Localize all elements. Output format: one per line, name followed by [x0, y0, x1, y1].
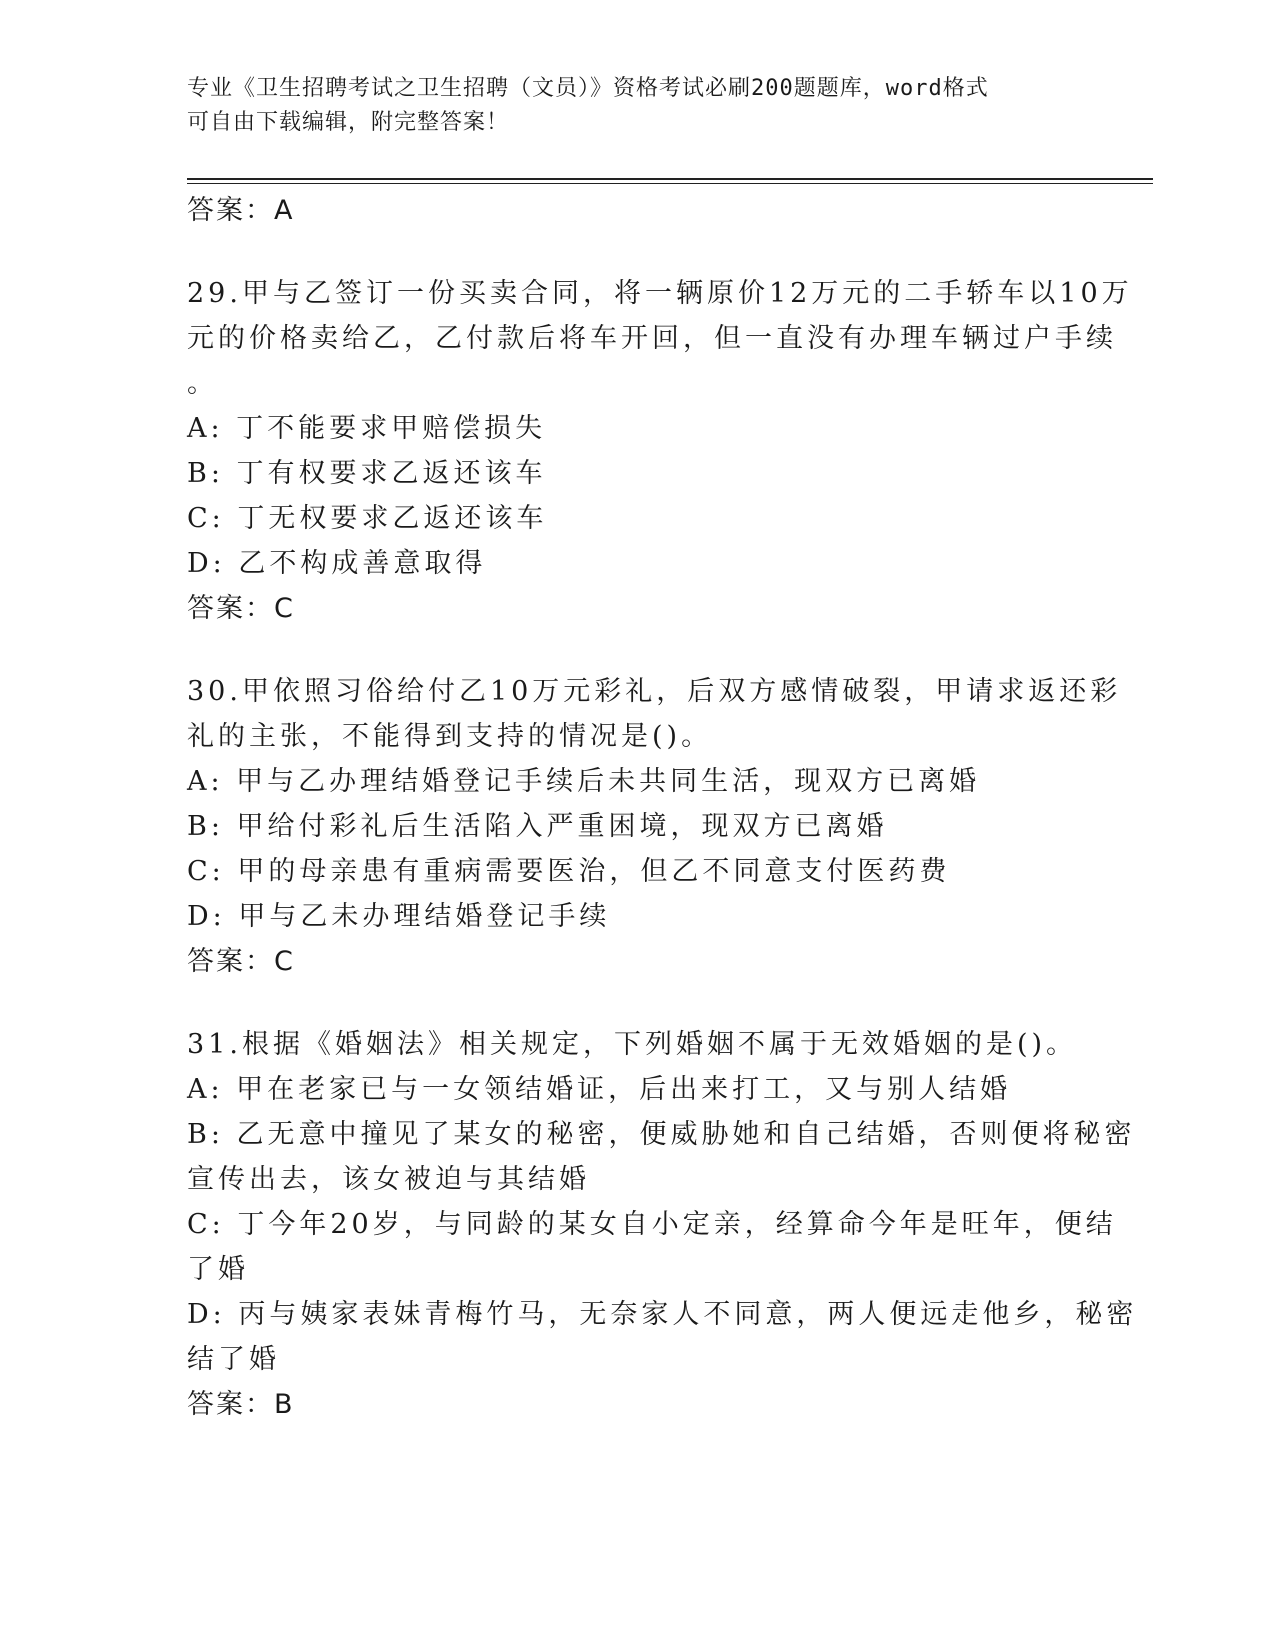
page-header — [187, 72, 1067, 140]
question-29-answer: 答案：C — [187, 593, 295, 624]
question-31-stem-line-1: 31.根据《婚姻法》相关规定，下列婚姻不属于无效婚姻的是()。 — [187, 1029, 1078, 1060]
question-29-option-b: B: 丁有权要求乙返还该车 — [187, 458, 547, 489]
question-30-answer: 答案：C — [187, 946, 295, 977]
header-line-2: 可自由下载编辑，附完整答案！ — [187, 110, 510, 135]
question-30-option-b: B: 甲给付彩礼后生活陷入严重困境，现双方已离婚 — [187, 811, 888, 842]
question-30-option-c: C: 甲的母亲患有重病需要医治，但乙不同意支付医药费 — [187, 856, 951, 887]
question-29-stem-line-3: 。 — [187, 368, 218, 399]
question-29-option-a: A: 丁不能要求甲赔偿损失 — [187, 413, 547, 444]
question-29-option-d: D: 乙不构成善意取得 — [187, 548, 487, 579]
question-31-option-b-line-1: B: 乙无意中撞见了某女的秘密，便威胁她和自己结婚，否则便将秘密 — [187, 1119, 1136, 1150]
question-31-option-d-line-1: D: 丙与姨家表妹青梅竹马，无奈家人不同意，两人便远走他乡，秘密 — [187, 1299, 1138, 1330]
question-31-option-c-line-2: 了婚 — [187, 1254, 249, 1285]
question-30-stem-line-2: 礼的主张，不能得到支持的情况是()。 — [187, 721, 713, 752]
header-divider-thick — [187, 178, 1153, 180]
header-divider-thin — [187, 183, 1153, 184]
question-31-option-c-line-1: C: 丁今年20岁，与同龄的某女自小定亲，经算命今年是旺年，便结 — [187, 1209, 1117, 1240]
question-29-stem-line-1: 29.甲与乙签订一份买卖合同，将一辆原价12万元的二手轿车以10万 — [187, 278, 1133, 309]
question-31 — [187, 1022, 1138, 1427]
document-body — [187, 188, 1138, 1427]
question-31-option-b-line-2: 宣传出去，该女被迫与其结婚 — [187, 1164, 590, 1195]
question-31-option-a: A: 甲在老家已与一女领结婚证，后出来打工，又与别人结婚 — [187, 1074, 1012, 1105]
question-29 — [187, 271, 1133, 631]
question-30-stem-line-1: 30.甲依照习俗给付乙10万元彩礼，后双方感情破裂，甲请求返还彩 — [187, 676, 1122, 707]
question-31-option-d-line-2: 结了婚 — [187, 1344, 280, 1375]
question-30-option-d: D: 甲与乙未办理结婚登记手续 — [187, 901, 611, 932]
question-29-stem-line-2: 元的价格卖给乙，乙付款后将车开回，但一直没有办理车辆过户手续 — [187, 323, 1117, 354]
question-31-answer: 答案：B — [187, 1389, 295, 1420]
question-30 — [187, 669, 1122, 984]
question-29-option-c: C: 丁无权要求乙返还该车 — [187, 503, 548, 534]
header-line-1: 专业《卫生招聘考试之卫生招聘（文员）》资格考试必刷200题题库，word格式 — [187, 76, 989, 101]
previous-answer: 答案：A — [187, 195, 295, 226]
question-30-option-a: A: 甲与乙办理结婚登记手续后未共同生活，现双方已离婚 — [187, 766, 981, 797]
